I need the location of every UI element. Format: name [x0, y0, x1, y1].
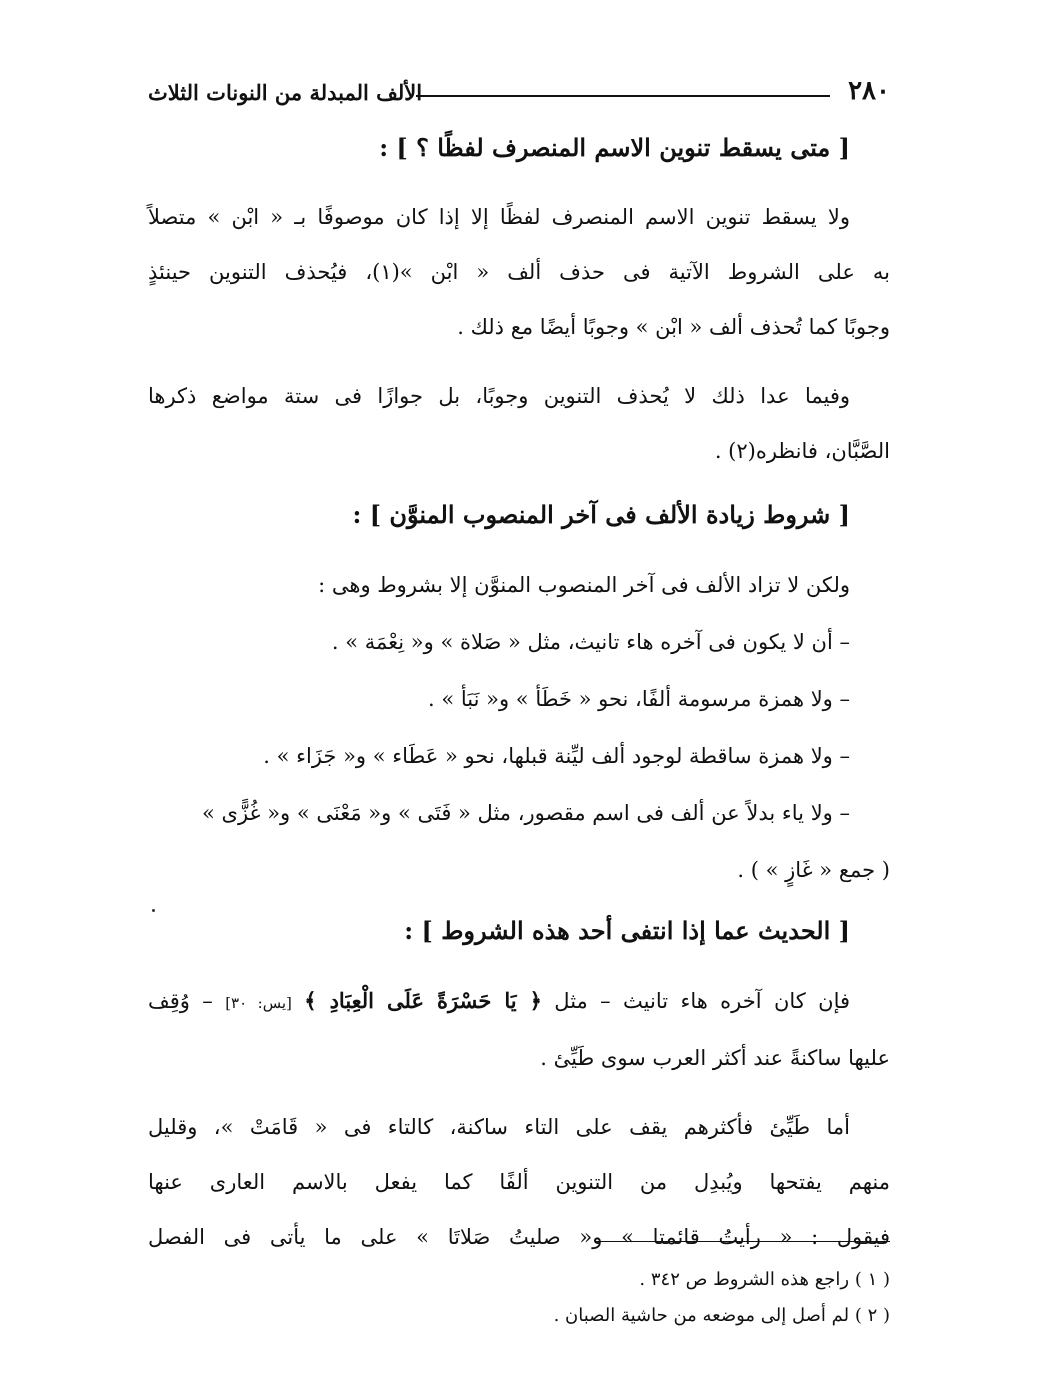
page-number: ٢٨٠ [848, 76, 890, 106]
section-heading: [ الحديث عما إذا انتفى أحد هذه الشروط ] : [404, 916, 850, 945]
quran-verse: ﴿ يَا حَسْرَةً عَلَى الْعِبَادِ ﴾ [304, 988, 542, 1013]
footnote: ( ١ ) راجع هذه الشروط ص ٣٤٢ . [639, 1269, 890, 1290]
paragraph [148, 973, 890, 1086]
page-body [148, 126, 890, 1279]
list-item: – ولا همزة مرسومة ألفًا، نحو « خَطَأ » و« نَبَأ » . [428, 687, 850, 711]
footnotes [148, 1262, 890, 1334]
footnote-rule [596, 1241, 890, 1242]
text-line: الصَّبَّان، فانظره(٢) . [714, 439, 890, 463]
list-item: – ولا همزة ساقطة لوجود ألف ليِّنة قبلها، نحو « عَطَاء » و« جَزَاء » . [263, 744, 850, 768]
section-heading: [ شروط زيادة الألف فى آخر المنصوب المنوَّن ] : [352, 500, 850, 529]
page-header [148, 74, 890, 114]
footnote: ( ٢ ) لم أصل إلى موضعه من حاشية الصبان . [553, 1305, 890, 1326]
list-item: ( جمع « غَازٍ » ) . [737, 858, 890, 882]
paragraph [148, 369, 890, 479]
text-line: وجوبًا كما تُحذف ألف « ابْن » وجوبًا أيضًا مع ذلك . [457, 315, 890, 339]
verse-reference: [يس: ٣٠] [225, 994, 292, 1012]
header-rule [416, 95, 830, 97]
scan-speck [152, 909, 155, 912]
text-line: منهم يفتحها ويُبدِل من التنوين ألفًا كما يفعل بالاسم العارى عنها [148, 1170, 890, 1194]
section-heading: [ متى يسقط تنوين الاسم المنصرف لفظًا ؟ ] : [379, 133, 850, 162]
paragraph [148, 190, 890, 355]
list-item: – أن لا يكون فى آخره هاء تانيث، مثل « صَلاة » و« نِعْمَة » . [331, 630, 850, 654]
text-run: فإن كان آخره هاء تانيث – مثل [554, 989, 851, 1013]
text-line: عليها ساكنةً عند أكثر العرب سوى طَيِّئ . [540, 1046, 890, 1070]
text-line: ولا يسقط تنوين الاسم المنصرف لفظًا إلا إذا كان موصوفًا بـ « ابْن » متصلاً [148, 205, 850, 229]
text-line: أما طَيِّئ فأكثرهم يقف على التاء ساكنة، كالتاء فى « قَامَتْ »، وقليل [148, 1115, 850, 1139]
running-title: الألف المبدلة من النونات الثلاث [148, 80, 423, 105]
text-line: فيقول : « رأيتُ قائمتا » و« صليتُ صَلاتَا » على ما يأتى فى الفصل [148, 1225, 890, 1249]
list-intro: ولكن لا تزاد الألف فى آخر المنصوب المنوَّن إلا بشروط وهى : [318, 573, 850, 597]
text-line [148, 973, 890, 1031]
text-line: وفيما عدا ذلك لا يُحذف التنوين وجوبًا، بل جوازًا فى ستة مواضع ذكرها [148, 384, 850, 408]
text-run: – وُقِف [148, 989, 213, 1013]
list-item: – ولا ياء بدلاً عن ألف فى اسم مقصور، مثل « فَتَى » و« مَعْنَى » و« غُزًّى » [202, 801, 850, 825]
text-line: به على الشروط الآتية فى حذف ألف « ابْن »(١)، فيُحذف التنوين حينئذٍ [148, 260, 890, 284]
